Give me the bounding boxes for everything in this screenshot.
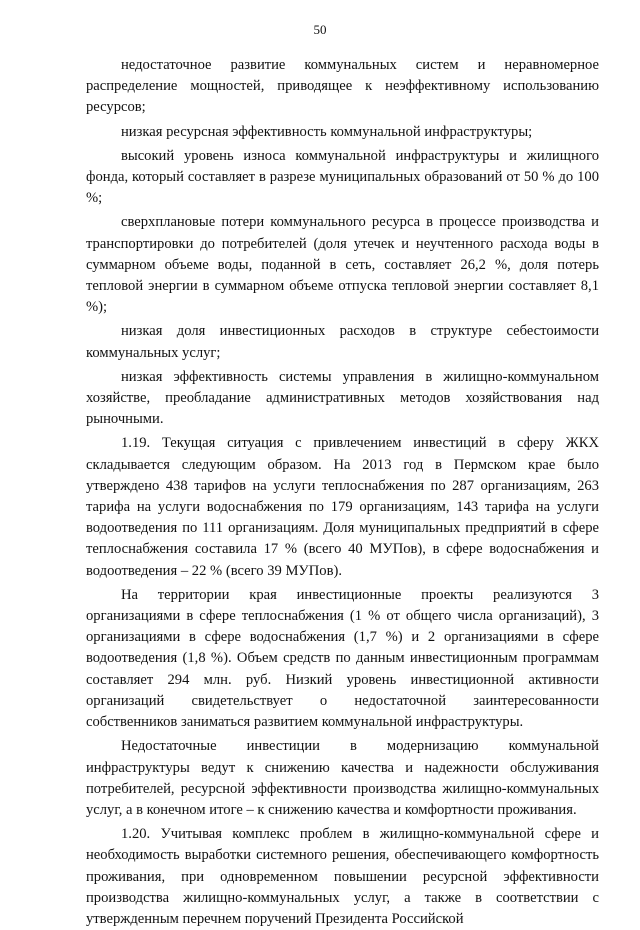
- paragraph-9: Недостаточные инвестиции в модернизацию коммунальной инфраструктуры ведут к снижению качества и надежности обслуживания потребителей, ресурсной эффективности производства жилищно-коммунальных услуг, а в конечном итоге – к снижению качества и комфортности проживания.: [86, 738, 599, 818]
- paragraph-6: низкая эффективность системы управления в жилищно-коммунальном хозяйстве, преобладание административных методов хозяйствования над рыночными.: [86, 368, 599, 428]
- document-body: [86, 55, 599, 930]
- page-number: 50: [313, 22, 327, 37]
- paragraph-5: низкая доля инвестиционных расходов в структуре себестоимости коммунальных услуг;: [86, 323, 599, 361]
- paragraph-1: недостаточное развитие коммунальных систем и неравномерное распределение мощностей, приводящее к неэффективному использованию ресурсов;: [86, 57, 599, 116]
- paragraph-3: высокий уровень износа коммунальной инфраструктуры и жилищного фонда, который составляет в разрезе муниципальных образований от 50 % до 100 %;: [86, 147, 599, 207]
- paragraph-2: низкая ресурсная эффективность коммунальной инфраструктуры;: [121, 123, 533, 140]
- paragraph-4: сверхплановые потери коммунального ресурса в процессе производства и транспортировки до потребителей (доля утечек и неучтенного расхода воды в суммарном объеме воды, поданной в сеть, составляет 26,2 %, доля потерь тепловой энергии в суммарном объеме отпуска тепловой энергии составляет 8,1 %);: [86, 214, 599, 316]
- paragraph-8: На территории края инвестиционные проекты реализуются 3 организациями в сфере теплоснабжения (1 % от общего числа организаций), 3 организациями в сфере водоснабжения (1,7 %) и 2 организациями в сфере водоотведения (1,8 %). Объем средств по данным инвестиционным программам составляет 294 млн. руб. Низкий уровень инвестиционной активности организаций свидетельствует о недостаточной заинтересованности собственников заниматься развитием коммунальной инфраструктуры.: [86, 586, 599, 731]
- paragraph-7: 1.19. Текущая ситуация с привлечением инвестиций в сферу ЖКХ складывается следующим образом. На 2013 год в Пермском крае было утверждено 438 тарифов на услуги теплоснабжения по 287 организациям, 263 тарифа на услуги водоснабжения по 179 организациям, 143 тарифа на услуги водоотведения по 111 организациям. Доля муниципальных предприятий в сфере теплоснабжения составила 17 % (всего 40 МУПов), в сфере водоснабжения и водоотведения – 22 % (всего 39 МУПов).: [86, 435, 599, 579]
- paragraph-10: 1.20. Учитывая комплекс проблем в жилищно-коммунальной сфере и необходимость выработки системного решения, обеспечивающего комфортность проживания, при одновременном повышении ресурсной эффективности производства жилищно-коммунальных услуг, а также в соответствии с утвержденным перечнем поручений Президента Российской: [86, 826, 599, 927]
